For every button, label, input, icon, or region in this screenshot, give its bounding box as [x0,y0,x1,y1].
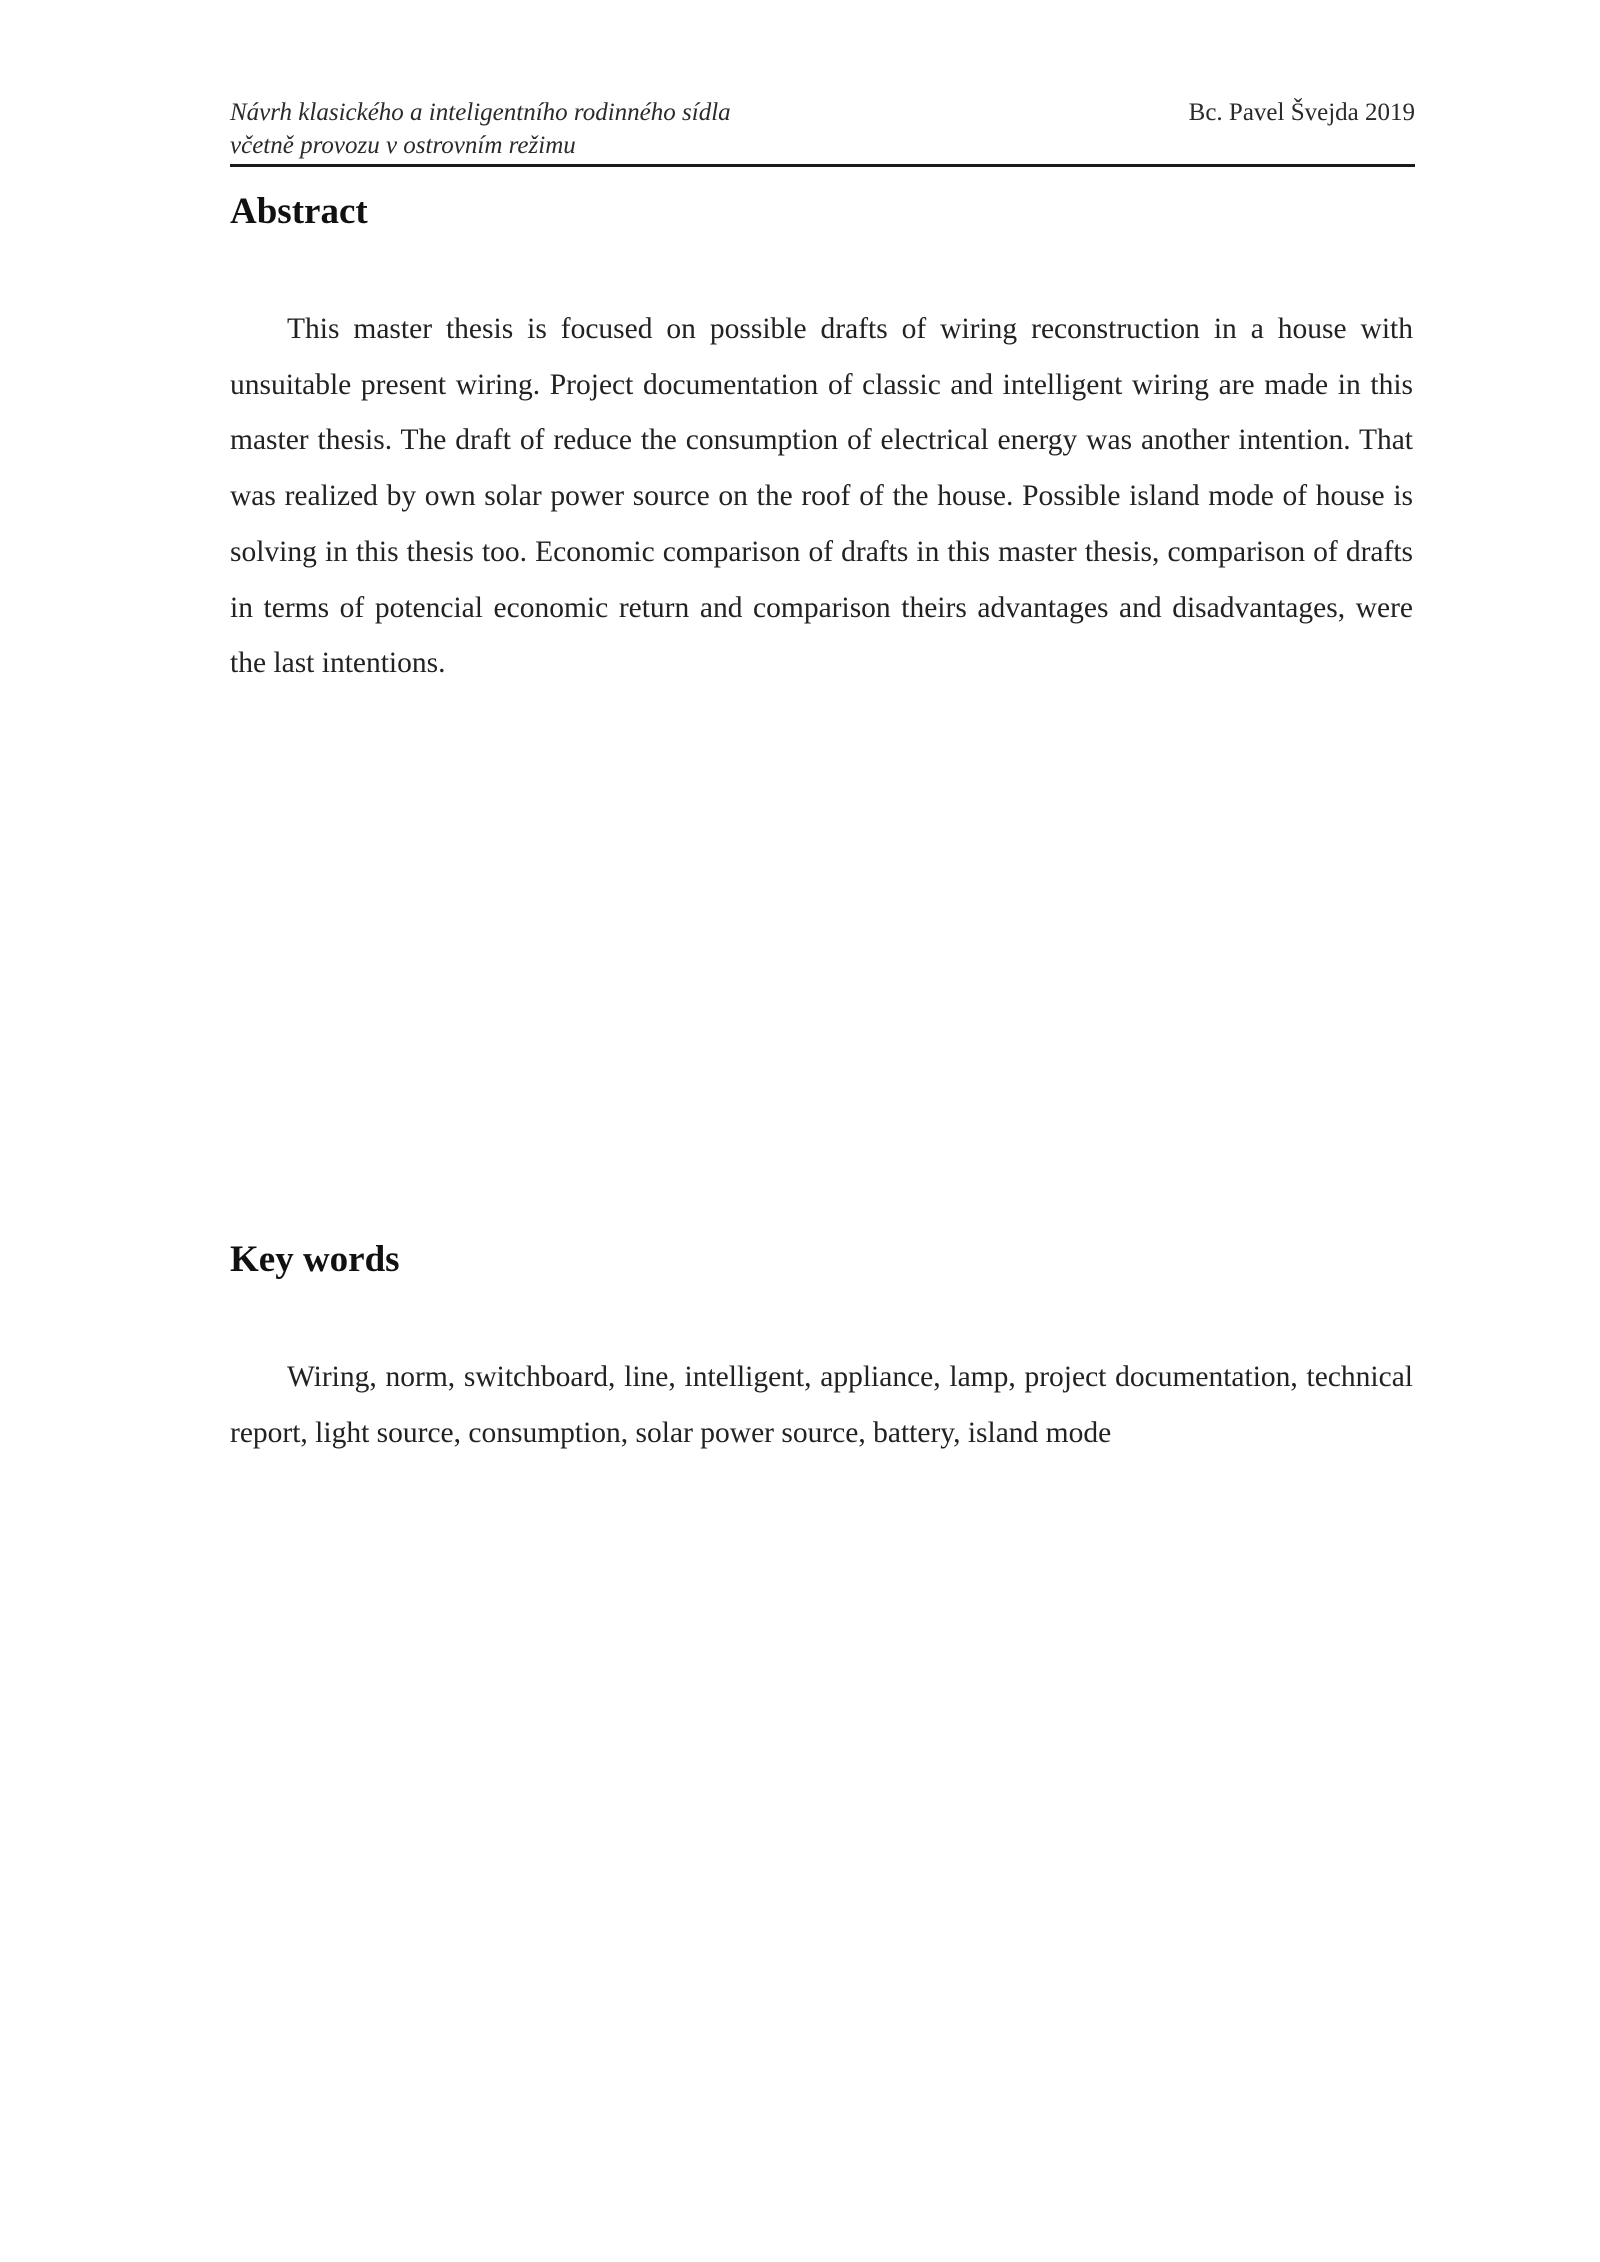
keywords-heading: Key words [230,1239,400,1280]
running-header [230,96,1415,167]
keywords-paragraph: Wiring, norm, switchboard, line, intelligent, appliance, lamp, project documentation, technical report, light source, consumption, solar power source, battery, island mode [230,1361,1413,1449]
header-title-line-1: Návrh klasického a inteligentního rodinného sídla [230,99,731,126]
abstract-heading: Abstract [230,191,368,232]
abstract-paragraph: This master thesis is focused on possible drafts of wiring reconstruction in a house with unsuitable present wiring. Project documentation of classic and intelligent wiring are made in this master thesis. The draft of reduce the consumption of electrical energy was another intention. That was realized by own solar power source on the roof of the house. Possible island mode of house is solving in this thesis too. Economic comparison of drafts in this master thesis, comparison of drafts in terms of potencial economic return and comparison theirs advantages and disadvantages, were the last intentions. [230,313,1413,680]
header-thesis-title [230,96,731,162]
header-author-year: Bc. Pavel Švejda 2019 [1188,99,1415,126]
header-title-line-2: včetně provozu v ostrovním režimu [230,132,576,159]
